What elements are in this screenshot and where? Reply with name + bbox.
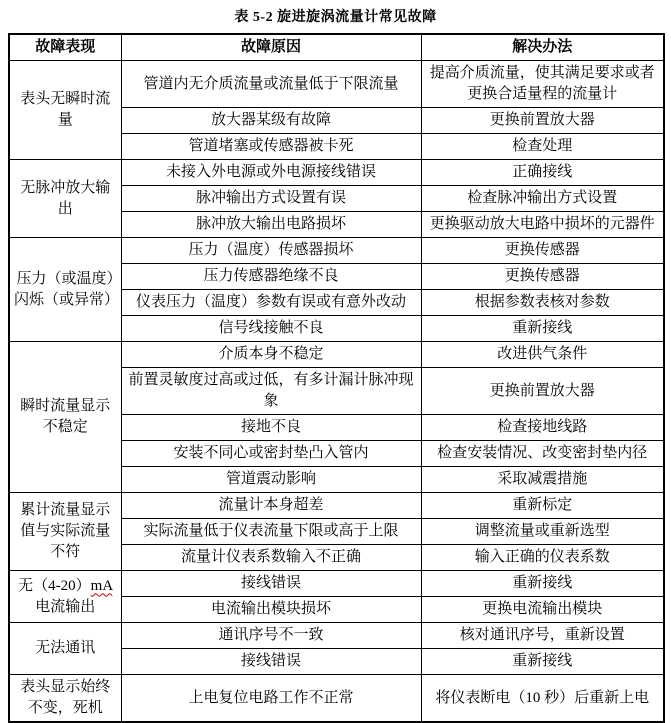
fault-table xyxy=(8,33,665,723)
header-solution: 解决办法 xyxy=(421,34,664,61)
fault-symptom-text: 电流输出 xyxy=(35,598,96,615)
fault-cause-cell: 前置灵敏度过高或过低，有多计漏计脉冲现象 xyxy=(121,368,421,415)
table-row xyxy=(9,61,664,108)
solution-cell: 更换电流输出模块 xyxy=(421,597,664,623)
solution-cell: 更换前置放大器 xyxy=(421,108,664,134)
solution-cell: 检查安装情况、改变密封垫内径 xyxy=(421,441,664,467)
fault-cause-cell: 信号线接触不良 xyxy=(121,316,421,342)
fault-cause-cell: 管道内无介质流量或流量低于下限流量 xyxy=(121,61,421,108)
solution-cell: 输入正确的仪表系数 xyxy=(421,545,664,571)
fault-symptom-cell: 无法通讯 xyxy=(9,623,121,675)
solution-cell: 重新标定 xyxy=(421,493,664,519)
fault-cause-cell: 通讯序号不一致 xyxy=(121,623,421,649)
solution-cell: 提高介质流量，使其满足要求或者更换合适量程的流量计 xyxy=(421,61,664,108)
solution-cell: 更换前置放大器 xyxy=(421,368,664,415)
fault-cause-cell: 未接入外电源或外电源接线错误 xyxy=(121,160,421,186)
solution-cell: 重新接线 xyxy=(421,649,664,675)
fault-cause-cell: 压力传感器绝缘不良 xyxy=(121,264,421,290)
header-row xyxy=(9,34,664,61)
table-row xyxy=(9,493,664,519)
fault-symptom-cell: 表头无瞬时流量 xyxy=(9,61,121,160)
fault-cause-cell: 脉冲放大输出电路损坏 xyxy=(121,212,421,238)
table-row xyxy=(9,623,664,649)
fault-cause-cell: 流量计仪表系数输入不正确 xyxy=(121,545,421,571)
table-row xyxy=(9,675,664,723)
fault-cause-cell: 电流输出模块损坏 xyxy=(121,597,421,623)
solution-cell: 正确接线 xyxy=(421,160,664,186)
fault-cause-cell: 介质本身不稳定 xyxy=(121,342,421,368)
header-fault-symptom: 故障表现 xyxy=(9,34,121,61)
solution-cell: 调整流量或重新选型 xyxy=(421,519,664,545)
solution-cell: 检查接地线路 xyxy=(421,415,664,441)
fault-cause-cell: 压力（温度）传感器损坏 xyxy=(121,238,421,264)
solution-cell: 重新接线 xyxy=(421,571,664,597)
table-body xyxy=(9,61,664,723)
fault-cause-cell: 流量计本身超差 xyxy=(121,493,421,519)
solution-cell: 改进供气条件 xyxy=(421,342,664,368)
fault-symptom-cell: 累计流量显示值与实际流量不符 xyxy=(9,493,121,571)
table-row xyxy=(9,342,664,368)
fault-cause-cell: 上电复位电路工作不正常 xyxy=(121,675,421,723)
table-caption: 表 5-2 旋进旋涡流量计常见故障 xyxy=(234,10,437,25)
fault-cause-cell: 管道堵塞或传感器被卡死 xyxy=(121,134,421,160)
table-row xyxy=(9,571,664,597)
fault-symptom-cell xyxy=(9,571,121,623)
table-row xyxy=(9,160,664,186)
fault-symptom-text: 无（4-20） xyxy=(18,577,91,594)
fault-cause-cell: 管道震动影响 xyxy=(121,467,421,493)
fault-symptom-cell: 瞬时流量显示不稳定 xyxy=(9,342,121,493)
solution-cell: 更换传感器 xyxy=(421,264,664,290)
solution-cell: 将仪表断电（10 秒）后重新上电 xyxy=(421,675,664,723)
solution-cell: 核对通讯序号，重新设置 xyxy=(421,623,664,649)
solution-cell: 根据参数表核对参数 xyxy=(421,290,664,316)
fault-symptom-cell: 无脉冲放大输出 xyxy=(9,160,121,238)
fault-symptom-cell: 压力（或温度）闪烁（或异常） xyxy=(9,238,121,342)
fault-cause-cell: 脉冲输出方式设置有误 xyxy=(121,186,421,212)
fault-cause-cell: 安装不同心或密封垫凸入管内 xyxy=(121,441,421,467)
fault-cause-cell: 放大器某级有故障 xyxy=(121,108,421,134)
table-header xyxy=(9,34,664,61)
fault-cause-cell: 接线错误 xyxy=(121,649,421,675)
fault-cause-cell: 接地不良 xyxy=(121,415,421,441)
solution-cell: 检查脉冲输出方式设置 xyxy=(421,186,664,212)
solution-cell: 更换传感器 xyxy=(421,238,664,264)
solution-cell: 重新接线 xyxy=(421,316,664,342)
fault-cause-cell: 接线错误 xyxy=(121,571,421,597)
solution-cell: 更换驱动放大电路中损坏的元器件 xyxy=(421,212,664,238)
fault-cause-cell: 仪表压力（温度）参数有误或有意外改动 xyxy=(121,290,421,316)
header-fault-cause: 故障原因 xyxy=(121,34,421,61)
fault-symptom-cell: 表头显示始终不变，死机 xyxy=(9,675,121,723)
solution-cell: 采取减震措施 xyxy=(421,467,664,493)
fault-cause-cell: 实际流量低于仪表流量下限或高于上限 xyxy=(121,519,421,545)
solution-cell: 检查处理 xyxy=(421,134,664,160)
table-row xyxy=(9,238,664,264)
misspelled-text-wavy-underline: mA xyxy=(90,577,113,594)
